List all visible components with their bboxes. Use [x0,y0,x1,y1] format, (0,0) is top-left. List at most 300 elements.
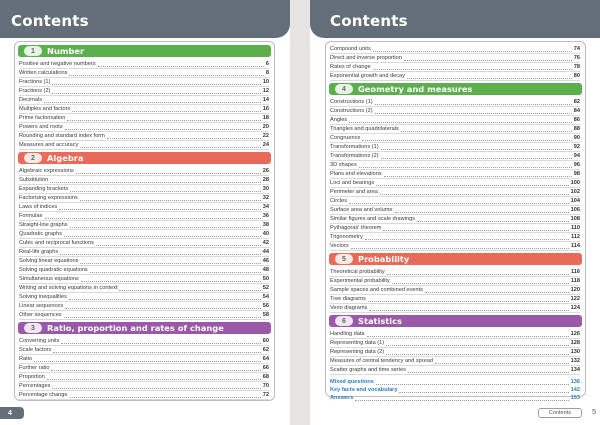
entry-page-number: 72 [262,392,269,398]
right-footer [538,407,596,418]
entry-page-number: 142 [570,387,580,393]
dot-leader [81,281,261,282]
contents-entry[interactable] [19,202,269,211]
entry-title: Rounding and standard index form [19,133,105,139]
dot-leader [401,131,572,132]
entry-title: Fractions (1) [19,79,51,85]
entry-title: Converting units [19,338,60,344]
dot-leader [107,138,261,139]
entry-page-number: 86 [573,117,580,123]
contents-entry[interactable] [330,178,580,187]
contents-entry[interactable] [330,62,580,71]
contents-entry[interactable] [19,95,269,104]
contents-entry[interactable] [19,104,269,113]
entry-title: Congruence [330,135,361,141]
entry-page-number: 130 [570,349,580,355]
entry-page-number: 126 [570,331,580,337]
entry-title: Constructions (2) [330,108,373,114]
entry-page-number: 134 [570,367,580,373]
entry-title: Quadratic graphs [19,231,62,237]
contents-entry[interactable] [19,372,269,381]
contents-entry[interactable] [19,301,269,310]
dot-leader [64,317,261,318]
section-title: Algebra [47,153,84,163]
contents-entry[interactable] [19,122,269,131]
section-title: Geometry and measures [358,84,473,94]
dot-leader [119,290,260,291]
left-page [0,0,290,425]
entry-title: Answers [330,395,354,401]
entry-page-number: 38 [262,222,269,228]
section-number-icon [24,46,42,56]
contents-entry[interactable] [19,175,269,184]
section-number: 2 [31,154,35,162]
entry-title: Exponential growth and decay [330,73,405,79]
left-page-number-tab [0,407,24,419]
dot-leader [80,200,261,201]
contents-entry[interactable] [19,274,269,283]
contents-entry[interactable] [19,229,269,238]
contents-entry[interactable] [330,124,580,133]
entry-page-number: 88 [573,126,580,132]
entry-page-number: 46 [262,258,269,264]
section-number: 3 [31,324,35,332]
contents-entry[interactable] [19,166,269,175]
dot-leader [365,239,569,240]
dot-leader [70,227,261,228]
left-header-bar [0,0,290,38]
dot-leader [69,299,261,300]
contents-entry[interactable] [330,53,580,62]
entry-page-number: 58 [262,312,269,318]
entry-title: Solving quadratic equations [19,267,88,273]
section-banner-algebra [18,152,271,164]
contents-entry[interactable] [19,283,269,292]
dot-leader [417,221,569,222]
contents-entry[interactable] [19,310,269,319]
contents-entry[interactable] [330,241,580,250]
entry-page-number: 24 [262,142,269,148]
contents-entry[interactable] [19,354,269,363]
contents-entry[interactable] [19,381,269,390]
entry-page-number: 116 [570,269,580,275]
contents-entry[interactable] [19,59,269,68]
section-number-icon [24,153,42,163]
entry-page-number: 132 [570,358,580,364]
entry-title: Scale factors [19,347,52,353]
dot-leader [65,129,261,130]
contents-entry[interactable] [19,211,269,220]
left-contents-box [14,41,275,401]
contents-entry[interactable] [19,68,269,77]
dot-leader [96,245,261,246]
dot-leader [407,78,572,79]
entry-title: Transformations (2) [330,153,379,159]
book-gutter [290,0,310,425]
dot-leader [384,176,572,177]
section-title: Probability [358,254,410,264]
entry-title: Real-life graphs [19,249,59,255]
right-header-bar [310,0,600,38]
contents-entry[interactable] [330,303,580,312]
contents-entry[interactable] [19,193,269,202]
entry-title: Prime factorisation [19,115,66,121]
dot-leader [61,343,260,344]
contents-entry[interactable] [330,276,580,285]
contents-entry[interactable] [330,232,580,241]
entry-page-number: 32 [262,195,269,201]
entry-page-number: 40 [262,231,269,237]
dot-leader [52,388,260,389]
entry-page-number: 26 [262,168,269,174]
entry-page-number: 104 [570,198,580,204]
entry-title: Venn diagrams [330,305,368,311]
entry-title: Writing and solving equations in context [19,285,118,291]
dot-leader [387,274,569,275]
dot-leader [381,158,572,159]
entry-page-number: 106 [570,207,580,213]
dot-leader [381,149,572,150]
contents-entry[interactable] [330,356,580,365]
entry-page-number: 14 [262,97,269,103]
entry-title: Proportion [19,374,45,380]
dot-leader [53,352,260,353]
entry-page-number: 62 [262,347,269,353]
dot-leader [80,263,260,264]
entry-title: Perimeter and area [330,189,378,195]
entry-title: Surface area and volume [330,207,393,213]
dot-leader [392,283,569,284]
entry-title: Similar figures and scale drawings [330,216,415,222]
dot-leader [425,292,569,293]
contents-entry[interactable] [330,160,580,169]
dot-leader [70,191,261,192]
contents-entry[interactable] [330,151,580,160]
entry-page-number: 28 [262,177,269,183]
entry-page-number: 30 [262,186,269,192]
entry-title: Scatter graphs and time series [330,367,406,373]
contents-entry[interactable] [330,205,580,214]
entry-page-number: 76 [573,55,580,61]
contents-entry[interactable] [330,44,580,53]
contents-entry[interactable] [330,223,580,232]
right-page-number: 5 [592,409,596,416]
section-number-icon [335,254,353,264]
contents-entry[interactable] [19,220,269,229]
contents-entry[interactable] [19,247,269,256]
right-footer-label: Contents [538,408,582,418]
contents-entry[interactable] [330,294,580,303]
contents-entry[interactable] [19,345,269,354]
entry-title: Cubic and reciprocal functions [19,240,94,246]
dot-leader [386,354,569,355]
right-page-title: Contents [330,12,408,30]
dot-leader [80,147,260,148]
entry-title: Representing data (1) [330,340,385,346]
section-banner-probability [329,253,582,265]
dot-leader [50,182,261,183]
dot-leader [64,236,261,237]
dot-leader [98,66,264,67]
entry-page-number: 50 [262,276,269,282]
entry-page-number: 44 [262,249,269,255]
entry-page-number: 42 [262,240,269,246]
entry-title: Decimals [19,97,43,103]
entry-page-number: 64 [262,356,269,362]
contents-entry[interactable] [330,133,580,142]
entry-title: Expanding brackets [19,186,69,192]
dot-leader [386,345,569,346]
section-number: 6 [342,317,346,325]
entry-page-number: 60 [262,338,269,344]
entry-title: Measures of central tendency and spread [330,358,433,364]
entry-page-number: 34 [262,204,269,210]
right-contents-box [325,41,586,401]
contents-entry[interactable] [330,169,580,178]
entry-page-number: 68 [262,374,269,380]
entry-title: Constructions (1) [330,99,373,105]
entry-page-number: 20 [262,124,269,130]
entry-title: Multiples and factors [19,106,71,112]
entry-title: Plans and elevations [330,171,382,177]
entry-page-number: 8 [265,70,269,76]
entry-title: Percentages [19,383,51,389]
dot-leader [67,120,260,121]
dot-leader [435,363,569,364]
dot-leader [404,60,572,61]
entry-title: Compound units [330,46,371,52]
entry-page-number: 136 [570,379,580,385]
entry-page-number: 90 [573,135,580,141]
left-page-number: 4 [8,409,12,417]
entry-page-number: 54 [262,294,269,300]
dot-leader [368,301,569,302]
section-banner-ratio-proportion-and-rates-of-change [18,322,271,334]
entry-page-number: 112 [570,234,580,240]
entry-page-number: 6 [265,61,269,67]
entry-page-number: 94 [573,153,580,159]
entry-title: Sample spaces and combined events [330,287,423,293]
entry-title: Key facts and vocabulary [330,387,398,393]
contents-entry[interactable] [19,336,269,345]
entry-title: Linear sequences [19,303,64,309]
dot-leader [59,209,261,210]
dot-leader [76,173,261,174]
entry-title: Representing data (2) [330,349,385,355]
entry-title: Simultaneous equations [19,276,79,282]
entry-title: Further ratio [19,365,50,371]
entry-title: Powers and roots [19,124,63,130]
section-banner-statistics [329,315,582,327]
dot-leader [373,51,572,52]
entry-page-number: 118 [570,278,580,284]
entry-page-number: 18 [262,115,269,121]
section-number-icon [335,316,353,326]
entry-title: Solving inequalities [19,294,67,300]
dot-leader [380,194,569,195]
contents-entry[interactable] [330,187,580,196]
contents-entry[interactable] [330,347,580,356]
entry-page-number: 153 [570,395,580,401]
entry-page-number: 70 [262,383,269,389]
dot-leader [72,111,260,112]
section-title: Number [47,46,85,56]
entry-title: Direct and inverse proportion [330,55,402,61]
entry-page-number: 78 [573,64,580,70]
section-banner-number [18,45,271,57]
entry-title: Written calculations [19,70,68,76]
entry-page-number: 10 [262,79,269,85]
entry-title: Vectors [330,243,349,249]
entry-title: Fractions (2) [19,88,51,94]
dot-leader [369,310,568,311]
section-number-icon [24,323,42,333]
entry-title: Circles [330,198,348,204]
dot-leader [375,113,572,114]
dot-leader [44,102,261,103]
dot-leader [362,140,571,141]
contents-entry[interactable] [330,267,580,276]
entry-page-number: 102 [570,189,580,195]
contents-entry[interactable] [19,140,269,149]
contents-entry[interactable] [19,184,269,193]
contents-entry[interactable] [330,115,580,124]
entry-page-number: 120 [570,287,580,293]
entry-page-number: 108 [570,216,580,222]
dot-leader [408,372,569,373]
entry-page-number: 100 [570,180,580,186]
entry-page-number: 82 [573,99,580,105]
entry-title: Other sequences [19,312,62,318]
section-number: 1 [31,47,35,55]
contents-entry[interactable] [19,256,269,265]
dot-leader [367,336,569,337]
entry-title: Handling data [330,331,365,337]
entry-page-number: 84 [573,108,580,114]
entry-title: Loci and bearings [330,180,375,186]
dot-leader [65,308,261,309]
dot-leader [34,361,261,362]
contents-entry[interactable] [330,97,580,106]
contents-entry[interactable] [19,86,269,95]
entry-page-number: 56 [262,303,269,309]
contents-entry[interactable] [19,131,269,140]
entry-page-number: 12 [262,88,269,94]
contents-entry[interactable] [19,390,269,399]
entry-title: Angles [330,117,348,123]
entry-title: Algebraic expressions [19,168,74,174]
dot-leader [376,185,568,186]
entry-title: Straight-line graphs [19,222,68,228]
dot-leader [375,104,572,105]
entry-title: Substitution [19,177,49,183]
contents-entry[interactable] [330,106,580,115]
contents-entry[interactable] [330,365,580,374]
dot-leader [373,69,572,70]
dot-leader [60,254,261,255]
dot-leader [69,75,263,76]
section-banner-geometry-and-measures [329,83,582,95]
entry-title: Ratio [19,356,33,362]
entry-page-number: 16 [262,106,269,112]
entry-title: Transformations (1) [330,144,379,150]
entry-title: 3D shapes [330,162,357,168]
entry-title: Measures and accuracy [19,142,79,148]
entry-page-number: 98 [573,171,580,177]
entry-page-number: 48 [262,267,269,273]
entry-page-number: 122 [570,296,580,302]
contents-entry[interactable] [19,113,269,122]
contents-entry[interactable] [19,77,269,86]
dot-leader [47,379,261,380]
section-title: Statistics [358,316,402,326]
entry-title: Theoretical probability [330,269,385,275]
dot-leader [52,84,260,85]
entry-page-number: 92 [573,144,580,150]
entry-title: Laws of indices [19,204,58,210]
entry-title: Triangles and quadrilaterals [330,126,399,132]
entry-title: Formulae [19,213,43,219]
entry-page-number: 128 [570,340,580,346]
contents-entry[interactable] [19,363,269,372]
entry-title: Experimental probability [330,278,390,284]
dot-leader [355,400,568,401]
dot-leader [359,167,572,168]
contents-entry[interactable] [19,265,269,274]
dot-leader [351,248,569,249]
entry-page-number: 22 [262,133,269,139]
entry-title: Percentage change [19,392,68,398]
entry-title: Positive and negative numbers [19,61,96,67]
contents-entry[interactable] [330,142,580,151]
entry-page-number: 114 [570,243,580,249]
entry-page-number: 36 [262,213,269,219]
entry-title: Rates of change [330,64,371,70]
dot-leader [45,218,261,219]
entry-page-number: 110 [570,225,580,231]
section-number: 4 [342,85,346,93]
dot-leader [349,203,569,204]
entry-title: Solving linear equations [19,258,79,264]
dot-leader [52,93,260,94]
entry-title: Tree diagrams [330,296,366,302]
dot-leader [395,212,569,213]
contents-entry[interactable] [330,285,580,294]
entry-page-number: 124 [570,305,580,311]
entry-title: Trigonometry [330,234,363,240]
entry-page-number: 96 [573,162,580,168]
contents-entry[interactable] [330,71,580,80]
entry-page-number: 52 [262,285,269,291]
contents-entry[interactable] [330,214,580,223]
contents-entry[interactable] [19,238,269,247]
entry-page-number: 80 [573,73,580,79]
section-number: 5 [342,255,346,263]
dot-leader [70,397,261,398]
contents-entry[interactable] [330,338,580,347]
contents-entry[interactable] [19,292,269,301]
contents-entry[interactable] [330,393,580,402]
contents-entry[interactable] [330,196,580,205]
dot-leader [383,230,569,231]
entry-page-number: 74 [573,46,580,52]
entry-title: Pythagoras' theorem [330,225,382,231]
left-page-title: Contents [11,12,89,30]
right-page [310,0,600,425]
entry-page-number: 66 [262,365,269,371]
contents-entry[interactable] [330,329,580,338]
section-title: Ratio, proportion and rates of change [47,323,224,333]
